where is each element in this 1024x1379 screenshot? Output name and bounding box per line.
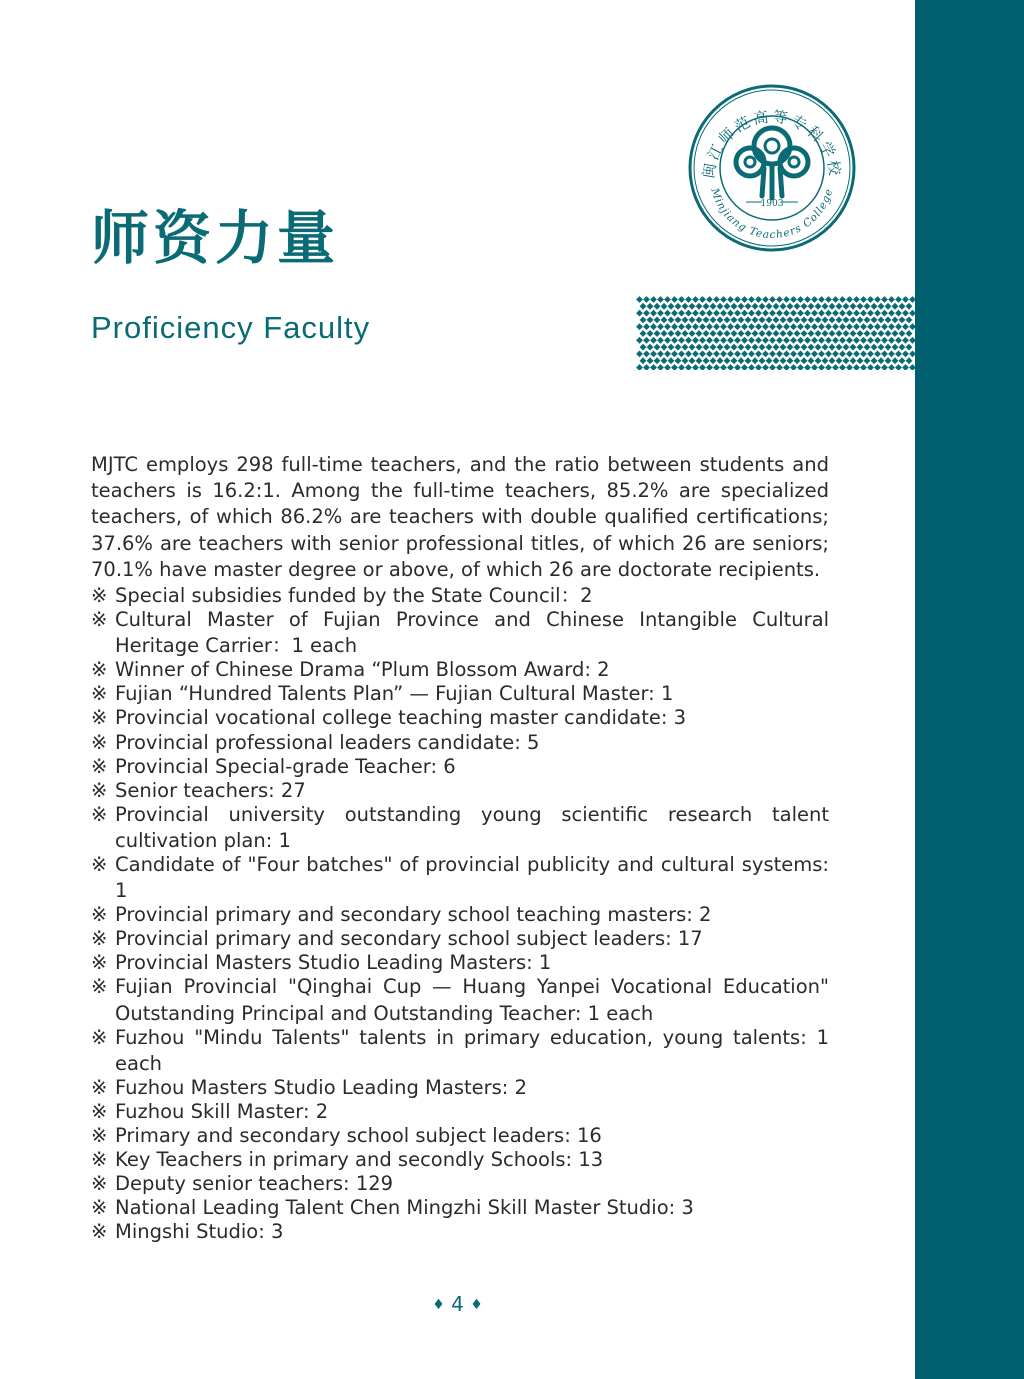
reference-mark-icon: ※: [91, 1100, 108, 1124]
reference-mark-icon: ※: [91, 951, 108, 975]
faculty-achievement-list: [91, 583, 829, 1246]
reference-mark-icon: ※: [91, 927, 108, 951]
reference-mark-icon: ※: [91, 802, 108, 826]
list-item-text: Primary and secondary school subject leaders: 16: [115, 1124, 602, 1148]
list-item-text: Deputy senior teachers: 129: [115, 1172, 394, 1196]
diamond-icon: ♦: [432, 1297, 445, 1313]
list-item: [91, 802, 829, 855]
reference-mark-icon: ※: [91, 1220, 108, 1244]
list-item: [91, 657, 829, 683]
list-item: [91, 852, 829, 905]
list-item: [91, 1099, 829, 1125]
list-item-text: Provincial university outstanding young scientific research talent cultivation plan: 1: [115, 802, 829, 852]
page-number-value: 4: [451, 1292, 464, 1316]
list-item: [91, 1171, 829, 1197]
list-item-text: Cultural Master of Fujian Province and Chinese Intangible Cultural Heritage Carrier：1 each: [115, 608, 829, 658]
list-item-text: Mingshi Studio: 3: [115, 1220, 284, 1244]
intro-paragraph: MJTC employs 298 full-time teachers, and the ratio between students and teachers is 16.2:1. Among the full-time teachers, 85.2% are specialized teachers, of which 86.2% are teachers with double qualified certifications; 37.6% are teachers with senior professional titles, of which 26 are seniors; 70.1% have master degree or above, of which 26 are doctorate recipients.: [91, 453, 829, 581]
list-item-text: Fujian “Hundred Talents Plan” — Fujian Cultural Master: 1: [115, 682, 674, 706]
logo-ring-text-en: Minjiang Teachers College: [708, 186, 836, 242]
faculty-content: [91, 452, 829, 1243]
page-title-english: Proficiency Faculty: [91, 310, 371, 345]
reference-mark-icon: ※: [91, 584, 108, 608]
list-item: [91, 1123, 829, 1149]
list-item-text: Fuzhou Skill Master: 2: [115, 1100, 329, 1124]
reference-mark-icon: ※: [91, 754, 108, 778]
list-item-text: Provincial vocational college teaching master candidate: 3: [115, 706, 687, 730]
reference-mark-icon: ※: [91, 608, 108, 632]
list-item: [91, 681, 829, 707]
logo-ring-text-cn: 闽江师范高等专科学校: [699, 107, 845, 180]
list-item-text: Provincial primary and secondary school subject leaders: 17: [115, 927, 703, 951]
list-item: [91, 607, 829, 660]
reference-mark-icon: ※: [91, 852, 108, 876]
reference-mark-icon: ※: [91, 975, 108, 999]
list-item-text: Special subsidies funded by the State Council：2: [115, 584, 593, 608]
list-item-text: Winner of Chinese Drama “Plum Blossom Award: 2: [115, 658, 610, 682]
diamond-icon: ♦: [470, 1297, 483, 1313]
list-item-text: Fuzhou "Mindu Talents" talents in primary education, young talents: 1 each: [115, 1025, 829, 1076]
list-item-text: Key Teachers in primary and secondly Schools: 13: [115, 1148, 604, 1172]
list-item-text: Senior teachers: 27: [115, 778, 306, 802]
list-item: [91, 1075, 829, 1101]
list-item: [91, 950, 829, 976]
reference-mark-icon: ※: [91, 1076, 108, 1100]
list-item-text: Fuzhou Masters Studio Leading Masters: 2: [115, 1076, 527, 1100]
list-item: [91, 754, 829, 780]
list-item: [91, 583, 829, 609]
reference-mark-icon: ※: [91, 778, 108, 802]
reference-mark-icon: ※: [91, 730, 108, 754]
college-logo: [688, 84, 856, 252]
diamond-pattern: [636, 296, 915, 370]
reference-mark-icon: ※: [91, 1196, 108, 1220]
reference-mark-icon: ※: [91, 1124, 108, 1148]
list-item: [91, 1147, 829, 1173]
page-title-chinese: 师资力量: [91, 204, 340, 272]
list-item-text: Fujian Provincial "Qinghai Cup — Huang Yanpei Vocational Education" Outstanding Principal and Outstanding Teacher: 1 each: [115, 975, 829, 1025]
list-item-text: Provincial Masters Studio Leading Masters: 1: [115, 951, 552, 975]
reference-mark-icon: ※: [91, 903, 108, 927]
list-item: [91, 974, 829, 1027]
list-item: [91, 730, 829, 756]
list-item: [91, 778, 829, 804]
list-item: [91, 1219, 829, 1245]
list-item-text: Provincial professional leaders candidate: 5: [115, 730, 540, 754]
reference-mark-icon: ※: [91, 1148, 108, 1172]
reference-mark-icon: ※: [91, 658, 108, 682]
list-item-text: Provincial Special-grade Teacher: 6: [115, 754, 456, 778]
reference-mark-icon: ※: [91, 1172, 108, 1196]
list-item: [91, 1025, 829, 1078]
list-item: [91, 1195, 829, 1221]
list-item-text: National Leading Talent Chen Mingzhi Skill Master Studio: 3: [115, 1196, 694, 1220]
list-item-text: Provincial primary and secondary school teaching masters: 2: [115, 903, 712, 927]
reference-mark-icon: ※: [91, 1025, 108, 1049]
list-item: [91, 902, 829, 928]
side-color-band: [915, 0, 1024, 1379]
list-item-text: Candidate of "Four batches" of provincial publicity and cultural systems: 1: [115, 852, 829, 903]
reference-mark-icon: ※: [91, 682, 108, 706]
page-number: [0, 1292, 915, 1316]
reference-mark-icon: ※: [91, 706, 108, 730]
tree-emblem-icon: [736, 128, 808, 198]
list-item: [91, 926, 829, 952]
logo-year: 1903: [760, 199, 784, 209]
list-item: [91, 705, 829, 731]
